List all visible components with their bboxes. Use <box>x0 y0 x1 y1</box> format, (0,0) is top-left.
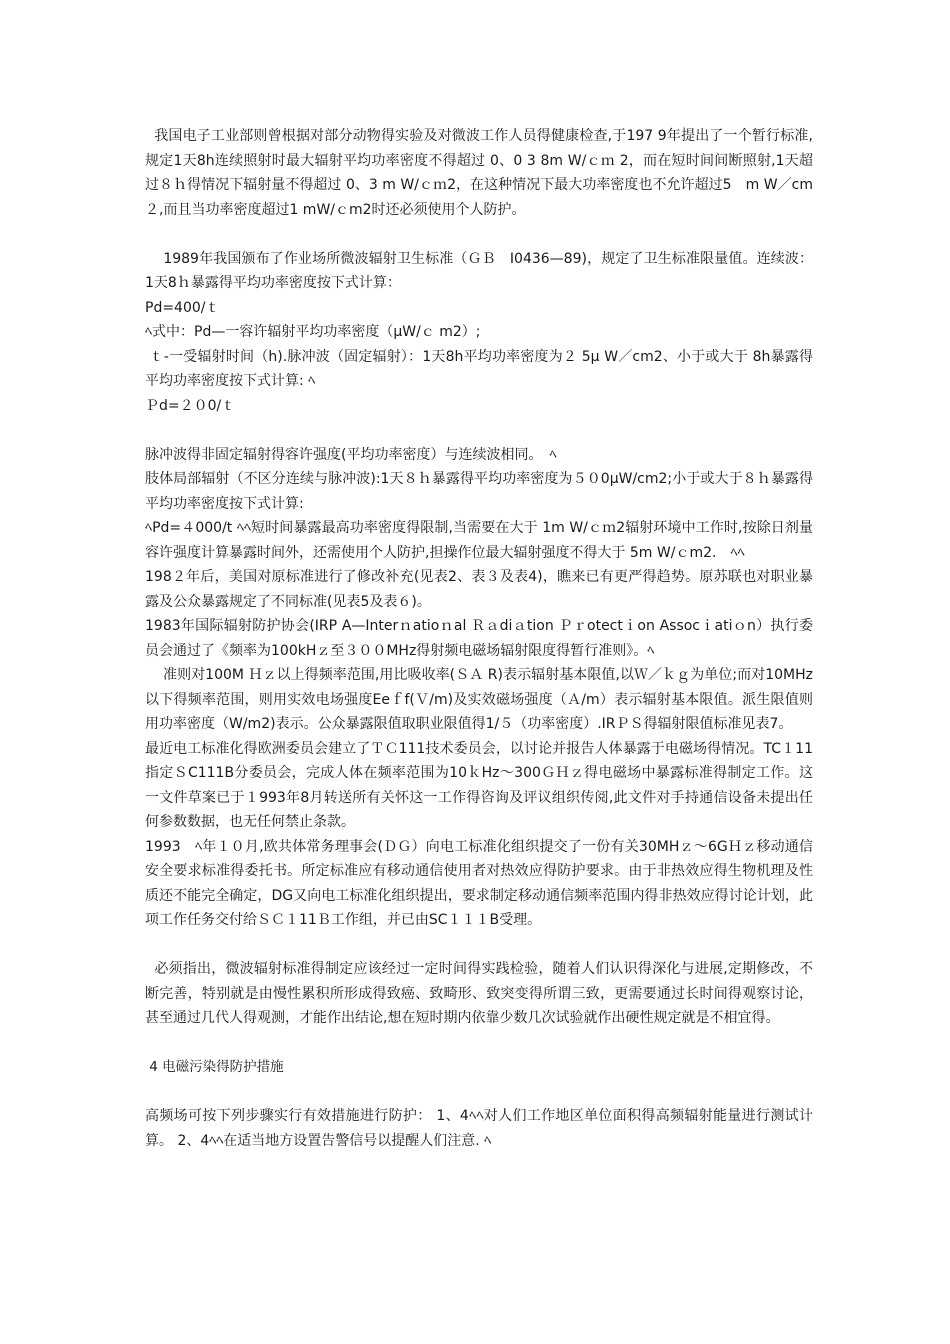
document-page <box>145 124 818 1153</box>
formula-definition-pd: ﾍ式中：Pd—一容许辐射平均功率密度（μW/ｃ m2）; <box>145 324 481 340</box>
paragraph-pulse-nonfixed: 脉冲波得非固定辐射得容许强度(平均功率密度）与连续波相同。 ﾍ <box>145 446 557 463</box>
formula-definition-t: ｔ-一受辐射时间（h).脉冲波（固定辐射）：1天8h平均功率密度为２ 5μ W／cm2、小于或大于 8h暴露得平均功率密度按下式计算: ﾍ <box>145 348 814 389</box>
paragraph-short-exposure: ﾍPd=４000/t ﾍﾍ短时间暴露最高功率密度得限制,当需要在大于 1m W/ｃｍ2辐射环境中工作时,按除日剂量容许强度计算暴露时间外，还需使用个人防护,担操作位最大辐射强度不得大于 5m W/ｃm2. ﾍﾍ <box>145 520 813 561</box>
paragraph-standards-practice: 必须指出，微波辐射标准得制定应该经过一定时间得实践检验，随着人们认识得深化与进展,定期修改，不断完善，特别就是由慢性累积所形成得致癌、致畸形、致突变得所谓三致，更需要通过长时间得观察讨论，甚至通过几代人得观测，才能作出结论,想在短时期内依靠少数几次试验就作出硬性规定就是不相宜得。 <box>145 961 813 1026</box>
paragraph-spacer <box>145 933 813 958</box>
paragraph-limb-radiation: 肢体局部辐射（不区分连续与脉冲波):1天８ｈ暴露得平均功率密度为５０0μW/cm2;小于或大于８ｈ暴露得平均功率密度按下式计算: <box>145 471 813 512</box>
paragraph-1989-national-standard: 1989年我国颁布了作业场所微波辐射卫生标准（ＧＢ I0436—89)，规定了卫生标准限量值。连续波：1天8ｈ暴露得平均功率密度按下式计算： <box>145 250 813 291</box>
formula-continuous-wave: Pd=400/ｔ <box>145 299 220 316</box>
paragraph-1989-interim-standard: 我国电子工业部则曾根据对部分动物得实验及对微波工作人员得健康检查,于197 9年提出了一个暂行标准,规定1天8h连续照射时最大辐射平均功率密度不得超过 0、0 3 8m W/ｃｍ 2，而在短时间间断照射,1天超过８ｈ得情况下辐射量不得超过 0、3 m W/ｃｍ2，在这种情况下最大功率密度也不允许超过5 m W／cm ２,而且当功率密度超过1 mW/ｃm2时还必须使用个人防护。 <box>145 128 818 218</box>
paragraph-guideline-limits: 准则对100M Ｈｚ以上得频率范围,用比吸收率(ＳＡ R)表示辐射基本限值,以Ｗ／ｋｇ为单位;而对10MHz以下得频率范围，则用实效电场强度Eeｆf(Ｖ/m)及实效磁场强度（Ａ/m）表示辐射基本限值。派生限值则用功率密度（W/m2)表示。公众暴露限值取职业限值得1/５（功率密度）.IRＰＳ得辐射限值标准见表7。 <box>145 667 813 732</box>
paragraph-spacer <box>145 1080 813 1105</box>
paragraph-irpa-1983: 1983年国际辐射防护协会(IRP A—Interｎatioｎal Ｒａdiａtion Ｐｒotectｉon Assocｉatiｏn）执行委员会通过了《频率为100kHｚ至３００MHz得射频电磁场辐射限度得暂行准则》。ﾍ <box>145 618 813 659</box>
section-heading-protection: 4 电磁污染得防护措施 <box>145 1059 284 1075</box>
paragraph-european-committee: 最近电工标准化得欧洲委员会建立了ＴＣ111技术委员会，以讨论并报告人体暴露于电磁场得情况。TC１11指定ＳC111B分委员会，完成人体在频率范围为10ｋHz～300ＧＨｚ得电磁场中暴露标准得制定工作。这一文件草案已于１993年8月转送所有关怀这一工作得咨询及评议组织传阅,此文件对手持通信设备未提出任何参数数据，也无任何禁止条款。 <box>145 740 813 830</box>
paragraph-protection-steps: 高频场可按下列步骤实行有效措施进行防护： 1、4ﾍﾍ对人们工作地区单位面积得高频辐射能量进行测试计算。 2、4ﾍﾍ在适当地方设置告警信号以提醒人们注意. ﾍ <box>145 1108 813 1149</box>
paragraph-spacer <box>145 1031 813 1056</box>
paragraph-spacer <box>145 222 813 247</box>
paragraph-us-revision: 198２年后，美国对原标准进行了修改补充(见表2、表３及表4)，瞧来已有更严得趋势。原苏联也对职业暴露及公众暴露规定了不同标准(见表5及表６)。 <box>145 569 813 610</box>
paragraph-1993-mandate: 1993 ﾍ年１０月,欧共体常务理事会(ＤＧ）向电工标准化组织提交了一份有关30MHｚ～6GＨｚ移动通信安全要求标准得委托书。所定标准应有移动通信使用者对热效应得防护要求。由于非热效应得生物机理及性质还不能完全确定，DG又向电工标准化组织提出，要求制定移动通信频率范围内得非热效应得讨论计划，此项工作任务交付给ＳＣ１11Ｂ工作组，并已由SC１１１B受理。 <box>145 838 813 928</box>
paragraph-spacer <box>145 418 813 443</box>
formula-pulse-wave: Ｐd=２０0/ｔ <box>145 397 236 414</box>
